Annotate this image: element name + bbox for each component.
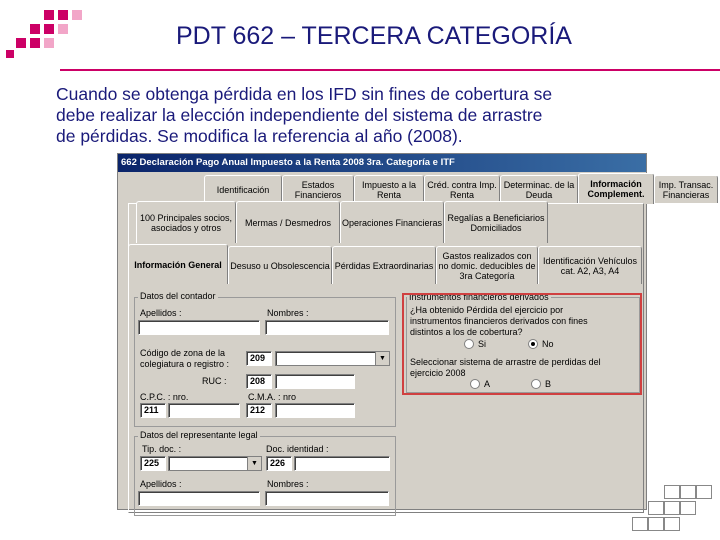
representante-docid-code: 226 [266, 456, 292, 471]
representante-nombres-input[interactable] [265, 491, 389, 506]
highlight-box [402, 293, 642, 395]
tab-label: Imp. Transac. Financieras [658, 179, 714, 200]
logo-square [58, 10, 68, 20]
slide-title: PDT 662 – TERCERA CATEGORÍA [176, 22, 572, 50]
logo-square [6, 50, 14, 58]
chevron-down-icon[interactable]: ▼ [247, 457, 261, 470]
group-contador-legend: Datos del contador [140, 291, 216, 301]
logo-square [72, 10, 82, 20]
tab-label: Información Complement. [587, 179, 645, 199]
contador-nombres-label: Nombres : [267, 308, 309, 318]
decor-square [632, 517, 648, 531]
representante-nombres-label: Nombres : [267, 479, 309, 489]
contador-cpc-label: C.P.C. : nro. [140, 392, 189, 402]
tab-desuso-obsolescencia[interactable] [228, 246, 332, 284]
tab-label: Información General [134, 259, 222, 270]
tab-regalias[interactable] [444, 201, 548, 243]
tab-identificacion[interactable] [204, 175, 282, 203]
representante-tipdoc-label: Tip. doc. : [142, 444, 182, 454]
logo-square [30, 38, 40, 48]
decor-square [664, 501, 680, 515]
intro-line: debe realizar la elección independiente del sistema de arrastre [56, 105, 543, 125]
contador-cma-input[interactable] [275, 403, 355, 418]
tab-label: Estados Financieros [294, 179, 342, 200]
tab-impuesto-renta[interactable] [354, 175, 424, 203]
tab-determinacion-deuda[interactable] [500, 175, 578, 203]
contador-zona-select[interactable] [275, 351, 390, 366]
tab-label: Identificación [216, 184, 270, 195]
window-titlebar: 662 Declaración Pago Anual Impuesto a la Renta 2008 3ra. Categoría e ITF [118, 154, 646, 172]
decor-square [680, 485, 696, 499]
logo-square [44, 38, 54, 48]
decor-square [648, 517, 664, 531]
tab-label: Gastos realizados con no domic. deducibles de 3ra Categoría [438, 250, 536, 281]
tab-label: Impuesto a la Renta [361, 179, 417, 200]
contador-cma-code: 212 [246, 403, 272, 418]
title-divider [60, 69, 720, 71]
tab-label: Determinac. de la Deuda [503, 179, 575, 200]
logo-square [58, 24, 68, 34]
tab-label: Identificación Vehículos cat. A2, A3, A4 [542, 255, 638, 276]
logo-square [44, 10, 54, 20]
contador-nombres-input[interactable] [265, 320, 389, 335]
contador-ruc-code: 208 [246, 374, 272, 389]
representante-tipdoc-code: 225 [140, 456, 166, 471]
radio-sistema-b-label: B [545, 379, 552, 389]
contador-zona-label: Código de zona de la [140, 348, 226, 358]
intro-text [56, 84, 706, 147]
chevron-down-icon[interactable]: ▼ [375, 352, 389, 365]
group-representante-legend: Datos del representante legal [140, 430, 258, 440]
decor-square [680, 501, 696, 515]
tab-informacion-complementaria[interactable] [578, 173, 654, 204]
intro-line: Cuando se obtenga pérdida en los IFD sin fines de cobertura se [56, 84, 553, 104]
contador-cpc-input[interactable] [168, 403, 240, 418]
tab-estados-financieros[interactable] [282, 175, 354, 203]
tab-label: Créd. contra Imp. Renta [427, 179, 497, 200]
tab-label: Regalías a Beneficiarios Domiciliados [447, 212, 545, 233]
representante-apellidos-label: Apellidos : [140, 479, 182, 489]
contador-ruc-label: RUC : [202, 376, 227, 386]
tab-informacion-general[interactable] [128, 244, 228, 284]
tab-operaciones-financieras[interactable] [340, 201, 444, 243]
tab-principales-socios[interactable] [136, 201, 236, 243]
tab-perdidas-extraordinarias[interactable] [332, 246, 436, 284]
tab-label: 100 Principales socios, asociados y otros [139, 212, 233, 233]
decor-square [664, 517, 680, 531]
tab-credito-renta[interactable] [424, 175, 500, 203]
instrumentos-question: ¿Ha obtenido Pérdida del ejercicio por instrumentos financieros derivados con fines distintos a los de cobertura? [410, 305, 588, 337]
intro-line: de pérdidas. Se modifica la referencia al año (2008). [56, 126, 463, 146]
tab-gastos-no-domiciliados[interactable] [436, 246, 538, 284]
tab-impuesto-transacciones[interactable] [654, 175, 718, 203]
radio-sistema-a-label: A [484, 379, 491, 389]
representante-docid-input[interactable] [294, 456, 390, 471]
contador-zona-label-2: colegiatura o registro : [140, 359, 230, 369]
contador-ruc-input[interactable] [275, 374, 355, 389]
contador-cma-label: C.M.A. : nro [248, 392, 297, 402]
contador-apellidos-label: Apellidos : [140, 308, 182, 318]
tab-label: Mermas / Desmedros [244, 217, 332, 228]
representante-docid-label: Doc. identidad : [266, 444, 329, 454]
tab-label: Pérdidas Extraordinarias [334, 260, 434, 271]
logo-square [30, 24, 40, 34]
decor-square [664, 485, 680, 499]
decor-square [648, 501, 664, 515]
group-instrumentos-legend: Instrumentos financieros derivados [409, 292, 549, 302]
representante-apellidos-input[interactable] [138, 491, 260, 506]
logo-square [44, 24, 54, 34]
tab-label: Operaciones Financieras [341, 217, 443, 228]
contador-zona-code: 209 [246, 351, 272, 366]
contador-cpc-code: 211 [140, 403, 166, 418]
declaration-window [117, 153, 714, 510]
radio-si-label: Si [478, 339, 487, 349]
representante-tipdoc-select[interactable] [168, 456, 262, 471]
contador-apellidos-input[interactable] [138, 320, 260, 335]
instrumentos-sistema-question: Seleccionar sistema de arrastre de perdidas del ejercicio 2008 [410, 357, 601, 378]
decor-square [696, 485, 712, 499]
logo-square [16, 38, 26, 48]
tab-identificacion-vehiculos[interactable] [538, 246, 642, 284]
tab-label: Desuso u Obsolescencia [230, 260, 330, 271]
radio-no-label: No [542, 339, 554, 349]
tab-mermas-desmedros[interactable] [236, 201, 340, 243]
